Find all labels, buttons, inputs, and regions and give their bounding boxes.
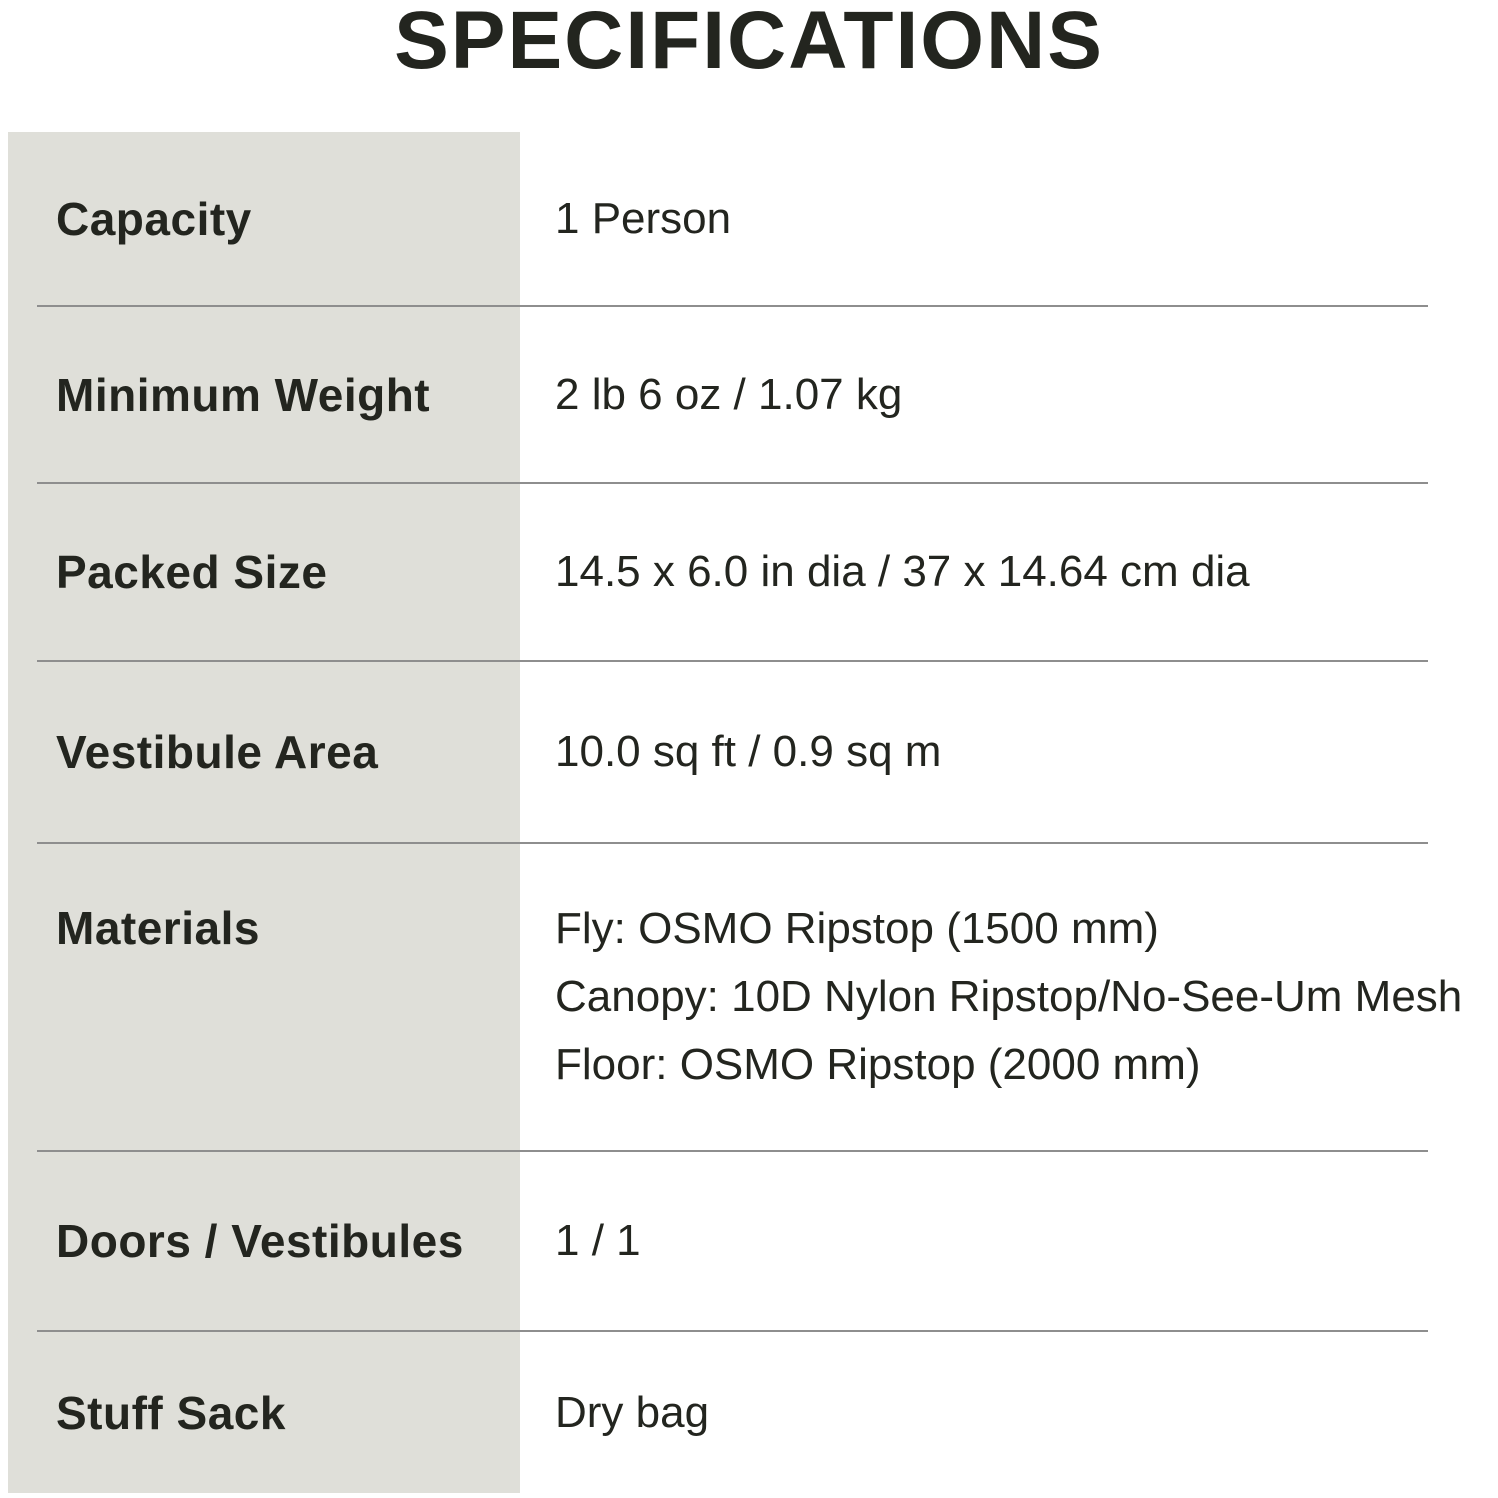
spec-row-vestibule-area [0,662,1498,842]
spec-label: Minimum Weight [56,368,431,421]
spec-value: 2 lb 6 oz / 1.07 kg [555,369,903,419]
spec-label: Doors / Vestibules [56,1215,464,1267]
spec-row-materials [0,844,1498,1150]
material-canopy: Canopy: 10D Nylon Ripstop/No-See-Um Mesh [555,972,1463,1021]
spec-row-minimum-weight [0,307,1498,482]
spec-label: Vestibule Area [56,726,379,778]
spec-value: 14.5 x 6.0 in dia / 37 x 14.64 cm dia [555,547,1250,596]
material-floor: Floor: OSMO Ripstop (2000 mm) [555,1040,1201,1089]
spec-table [0,132,1498,1493]
spec-label: Stuff Sack [56,1386,286,1439]
spec-label: Capacity [56,192,252,245]
spec-row-stuff-sack [0,1332,1498,1493]
spec-value [520,895,1498,1099]
page-title: SPECIFICATIONS [394,0,1104,86]
material-fly: Fly: OSMO Ripstop (1500 mm) [555,904,1159,953]
spec-row-packed-size [0,484,1498,660]
spec-label: Materials [56,902,260,954]
spec-row-capacity [0,132,1498,305]
spec-value: 10.0 sq ft / 0.9 sq m [555,727,942,776]
spec-label: Packed Size [56,546,328,598]
spec-value: 1 / 1 [555,1216,641,1265]
spec-row-doors-vestibules [0,1152,1498,1330]
spec-value: 1 Person [555,193,732,243]
spec-value: Dry bag [555,1387,710,1437]
